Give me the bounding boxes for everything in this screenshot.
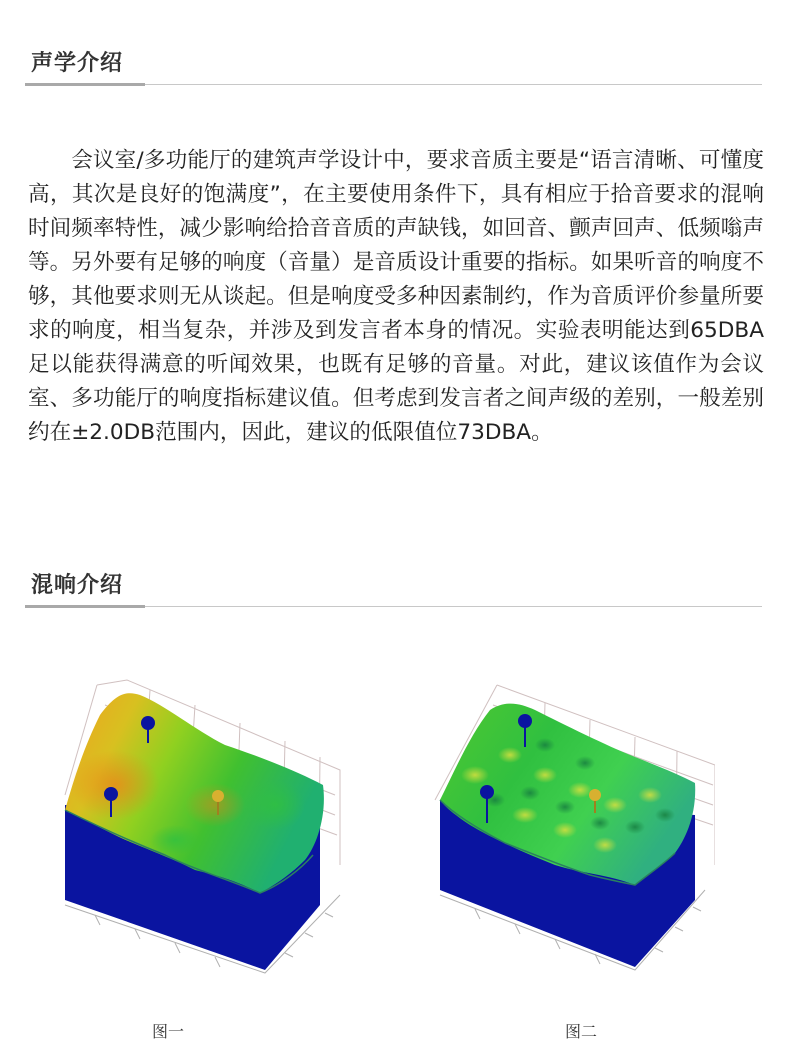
figure-caption-2: 图二 xyxy=(565,1022,598,1041)
divider-accent xyxy=(25,605,145,608)
section-divider xyxy=(25,606,762,607)
article-paragraph: 会议室/多功能厅的建筑声学设计中，要求音质主要是“语言清晰、可懂度高，其次是良好的饱满度”，在主要使用条件下，具有相应于拾音要求的混响时间频率特性，减少影响给拾音音质的声缺钱，如回音、颤声回声、低频嗡声等。另外要有足够的响度（音量）是音质设计重要的指标。如果听音的响度不够，其他要求则无从谈起。但是响度受多种因素制约，作为音质评价参量所要求的响度，相当复杂，并涉及到发言者本身的情况。实验表明能达到65DBA足以能获得满意的听闻效果，也既有足够的音量。对此，建议该值作为会议室、多功能厅的响度指标建议值。但考虑到发言者之间声级的差别，一般差别约在±2.0DB范围内，因此，建议的低限值位73DBA。 xyxy=(28,148,764,445)
section-title: 混响介绍 xyxy=(31,573,124,598)
surface-plot-figure-2 xyxy=(415,675,715,980)
section-divider xyxy=(25,84,762,85)
surface-plot-figure-1 xyxy=(55,675,345,980)
section-header-acoustics xyxy=(25,50,762,85)
section-header-reverberation xyxy=(25,572,762,607)
divider-accent xyxy=(25,83,145,86)
section-title: 声学介绍 xyxy=(31,51,124,76)
figure-caption-1: 图一 xyxy=(152,1022,185,1041)
